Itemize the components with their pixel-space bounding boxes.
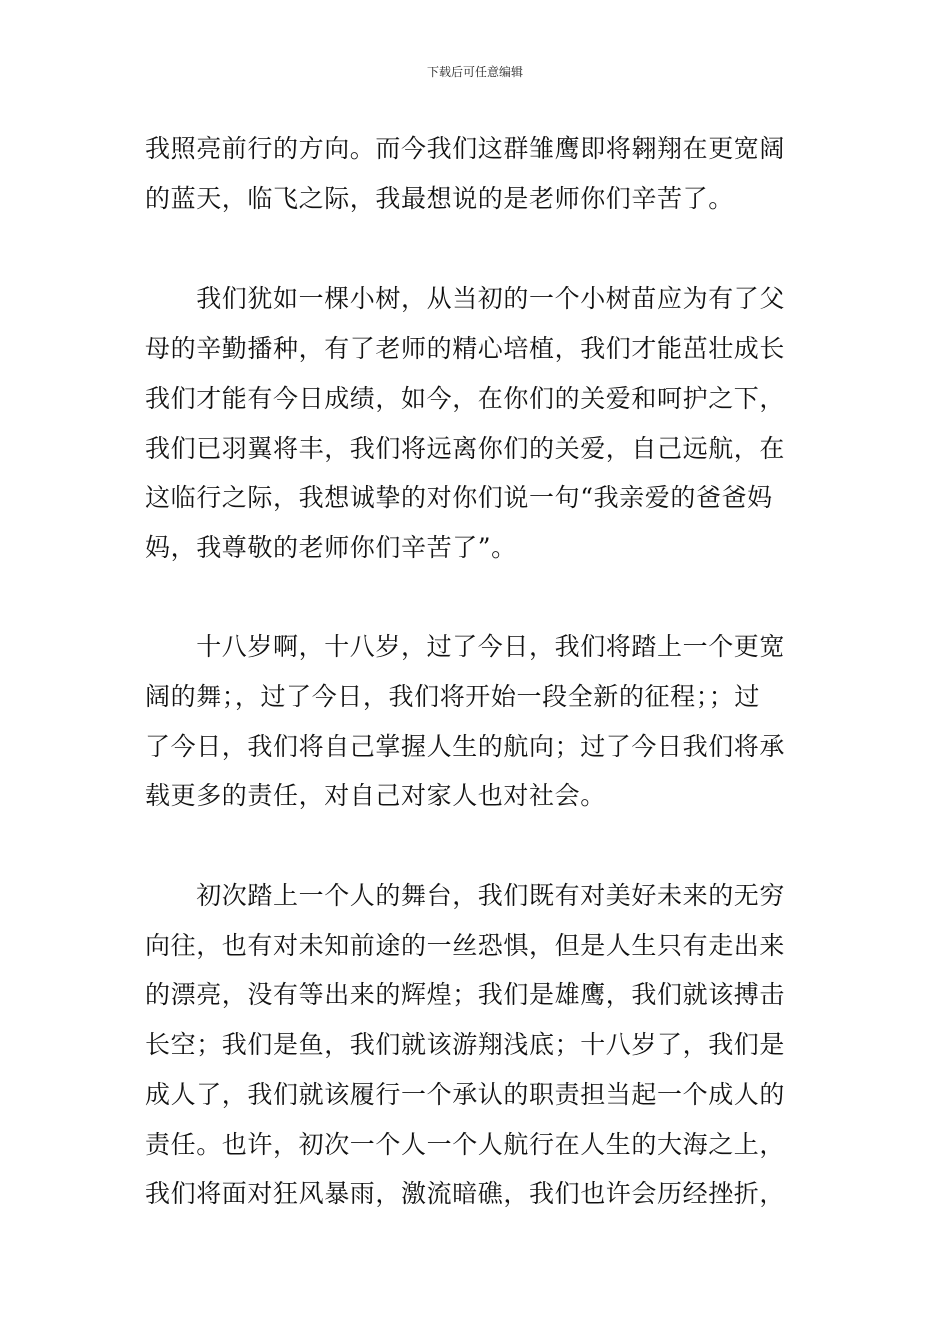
text-line: 我们才能有今日成绩，如今，在你们的关爱和呵护之下，: [145, 384, 786, 413]
text-line: 的蓝天，临飞之际，我最想说的是老师你们辛苦了。: [145, 184, 734, 213]
text-line: 我照亮前行的方向。而今我们这群雏鹰即将翱翔在更宽阔: [145, 134, 786, 163]
text-line: 初次踏上一个人的舞台，我们既有对美好未来的无穷: [145, 881, 786, 910]
text-line: 了今日，我们将自己掌握人生的航向；过了今日我们将承: [145, 732, 786, 761]
text-line: 向往，也有对未知前途的一丝恐惧，但是人生只有走出来: [145, 931, 786, 960]
text-line: 母的辛勤播种，有了老师的精心培植，我们才能茁壮成长: [145, 334, 786, 363]
text-line: 我们犹如一棵小树，从当初的一个小树苗应为有了父: [145, 284, 786, 313]
text-line: 成人了，我们就该履行一个承认的职责担当起一个成人的: [145, 1080, 786, 1109]
text-line: 的漂亮，没有等出来的辉煌；我们是雄鹰，我们就该搏击: [145, 980, 786, 1009]
text-line: 十八岁啊，十八岁，过了今日，我们将踏上一个更宽: [145, 632, 786, 661]
text-line: 这临行之际，我想诚挚的对你们说一句“我亲爱的爸爸妈: [145, 483, 773, 512]
text-line: 阔的舞；，过了今日，我们将开始一段全新的征程；；过: [145, 682, 761, 711]
page-header: 下载后可任意编辑: [426, 65, 523, 79]
text-line: 长空；我们是鱼，我们就该游翔浅底；十八岁了，我们是: [145, 1030, 786, 1059]
text-line: 责任。也许，初次一个人一个人航行在人生的大海之上，: [145, 1130, 786, 1159]
text-line: 妈，我尊敬的老师你们辛苦了”。: [145, 533, 517, 562]
text-line: 我们已羽翼将丰，我们将远离你们的关爱，自己远航，在: [145, 434, 786, 463]
text-line: 载更多的责任，对自己对家人也对社会。: [145, 781, 606, 810]
text-line: 我们将面对狂风暴雨，激流暗礁，我们也许会历经挫折，: [145, 1179, 786, 1208]
